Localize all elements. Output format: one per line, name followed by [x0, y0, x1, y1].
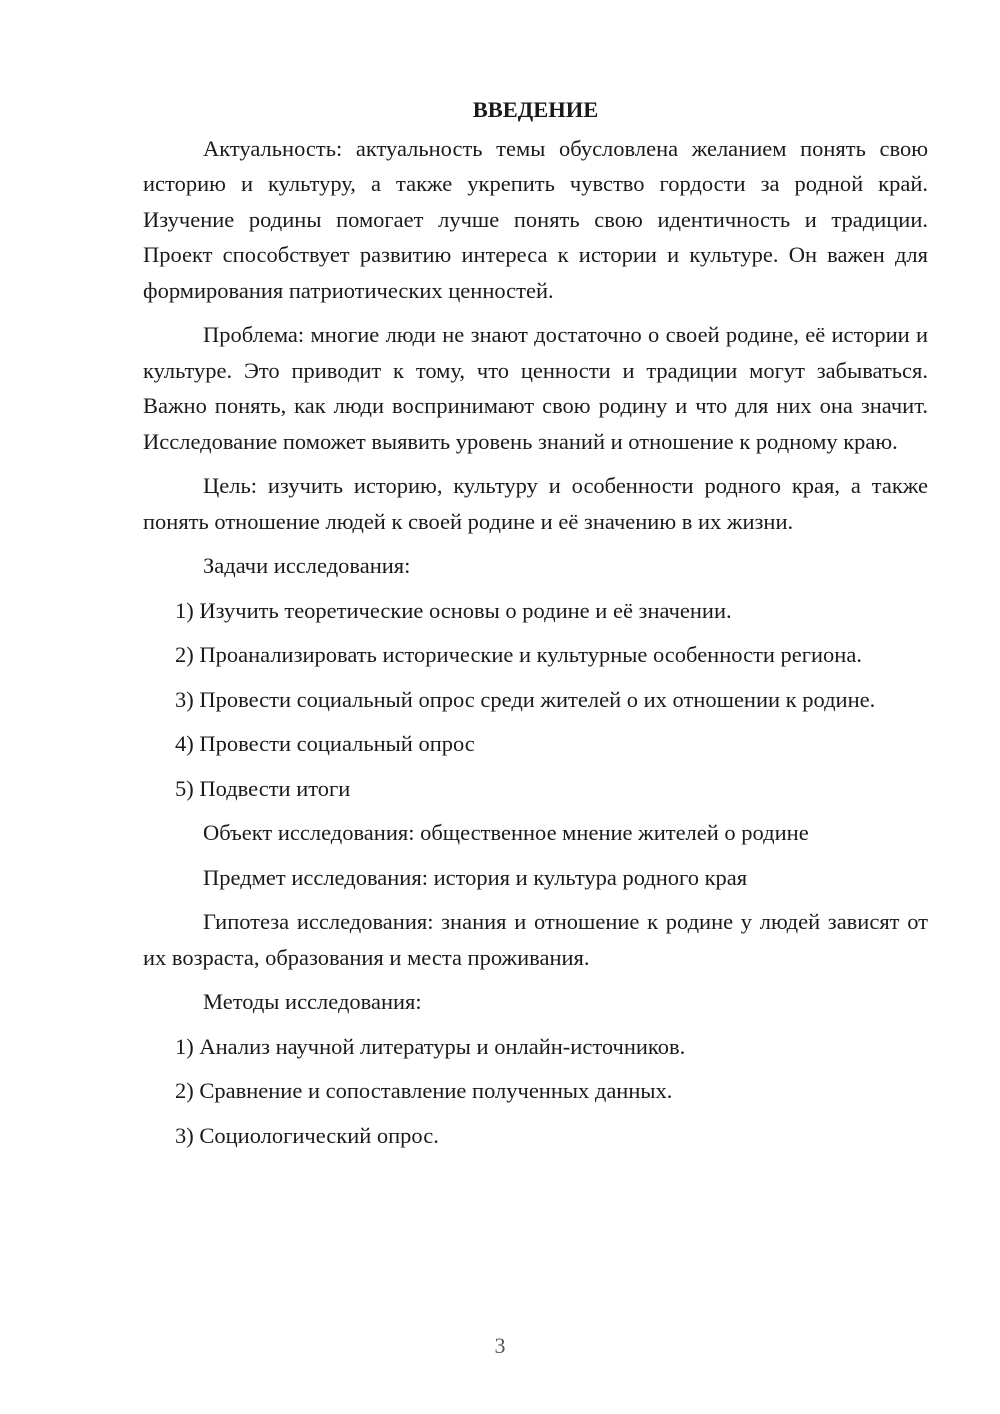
- method-item-1: 1) Анализ научной литературы и онлайн-источников.: [175, 1033, 686, 1059]
- task-item-4: 4) Провести социальный опрос: [175, 731, 475, 756]
- methods-heading: Методы исследования:: [203, 989, 422, 1014]
- task-item-5: 5) Подвести итоги: [175, 775, 351, 801]
- tasks-heading: Задачи исследования:: [203, 553, 411, 578]
- research-hypothesis: Гипотеза исследования: знания и отношение к родине у людей зависят от их возраста, образования и места проживания.: [143, 909, 928, 970]
- research-object: Объект исследования: общественное мнение жителей о родине: [203, 820, 809, 845]
- section-title: ВВЕДЕНИЕ: [472, 97, 599, 122]
- paragraph-problem: Проблема: многие люди не знают достаточно о своей родине, её истории и культуре. Это приводит к тому, что ценности и традиции могут забываться. Важно понять, как люди воспринимают свою родину и что для них она значит. Исследование поможет выявить уровень знаний и отношение к родному краю.: [143, 322, 928, 454]
- document-page: [143, 92, 928, 1162]
- task-item-3: 3) Провести социальный опрос среди жителей о их отношении к родине.: [175, 686, 876, 712]
- page-number: 3: [494, 1333, 506, 1358]
- method-item-2: 2) Сравнение и сопоставление полученных данных.: [175, 1078, 673, 1103]
- paragraph-relevance: Актуальность: актуальность темы обусловлена желанием понять свою историю и культуру, а также укрепить чувство гордости за родной край. Изучение родины помогает лучше понять свою идентичность и традиции. Проект способствует развитию интереса к истории и культуре. Он важен для формирования патриотических ценностей.: [143, 135, 928, 303]
- method-item-3: 3) Социологический опрос.: [175, 1122, 439, 1148]
- paragraph-goal: Цель: изучить историю, культуру и особенности родного края, а также понять отношение людей к своей родине и её значению в их жизни.: [143, 473, 928, 534]
- task-item-1: 1) Изучить теоретические основы о родине и её значении.: [175, 597, 732, 623]
- task-item-2: 2) Проанализировать исторические и культурные особенности региона.: [175, 642, 862, 667]
- research-subject: Предмет исследования: история и культура родного края: [203, 864, 748, 890]
